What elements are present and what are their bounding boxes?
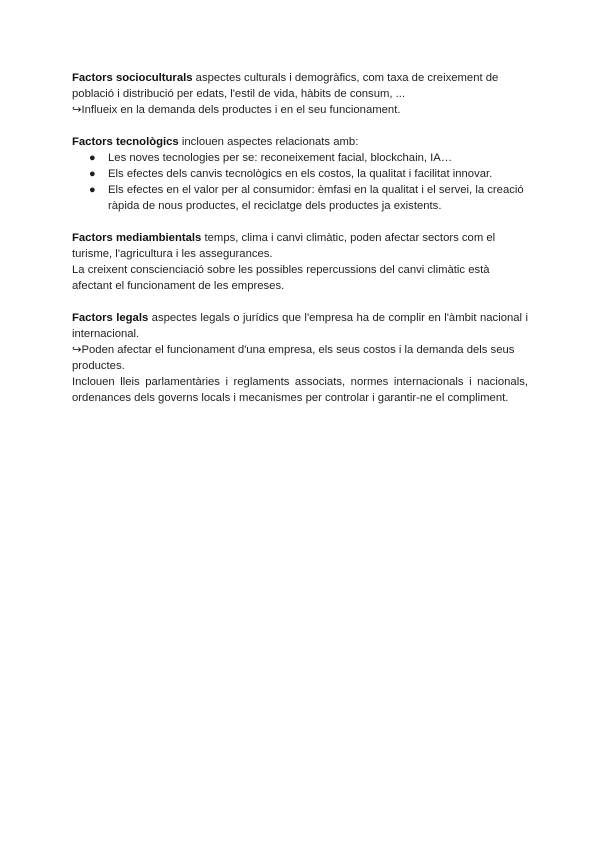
bullet-icon: ● <box>89 152 96 164</box>
paragraph-tecnologics <box>72 134 528 150</box>
section-legals <box>72 310 528 406</box>
text-mediambientals: temps, clima i canvi climàtic, poden afectar sectors com el turisme, l'agricultura i les assegurances. <box>72 232 496 260</box>
document-body <box>72 70 528 422</box>
paragraph-legals <box>72 310 528 342</box>
bullet-icon: ● <box>89 184 96 196</box>
note-socioculturals: ↪Influeix en la demanda dels productes i en el seu funcionament. <box>72 104 401 116</box>
heading-legals: Factors legals <box>72 312 149 324</box>
list-item-text: Els efectes en el valor per al consumidor: èmfasi en la qualitat i el servei, la creació ràpida de nous productes, el reciclatge dels productes ja existents. <box>108 184 524 212</box>
note-mediambientals: La creixent conscienciació sobre les possibles repercussions del canvi climàtic està afectant el funcionament de les empreses. <box>72 264 490 292</box>
text-socioculturals: aspectes culturals i demogràfics, com taxa de creixement de població i distribució per edats, l'estil de vida, hàbits de consum, ... <box>72 72 499 100</box>
paragraph-socioculturals <box>72 70 528 102</box>
paragraph-mediambientals <box>72 230 528 262</box>
detail-legals: Inclouen lleis parlamentàries i reglaments associats, normes internacionals i nacionals, ordenances dels governs locals i mecanismes per controlar i garantir-ne el compliment. <box>72 376 528 404</box>
bullet-icon: ● <box>89 168 96 180</box>
note-legals: ↪Poden afectar el funcionament d'una empresa, els seus costos i la demanda dels seus productes. <box>72 344 515 372</box>
list-item <box>89 166 528 182</box>
bullet-list-tecnologics <box>72 150 528 214</box>
list-item <box>89 150 528 166</box>
heading-socioculturals: Factors socioculturals <box>72 72 193 84</box>
text-tecnologics: inclouen aspectes relacionats amb: <box>178 136 359 148</box>
section-socioculturals <box>72 70 528 118</box>
list-item <box>89 182 528 214</box>
heading-tecnologics: Factors tecnològics <box>72 136 179 148</box>
list-item-text: Els efectes dels canvis tecnològics en els costos, la qualitat i facilitat innovar. <box>108 168 493 180</box>
list-item-text: Les noves tecnologies per se: reconeixement facial, blockchain, IA… <box>108 152 453 164</box>
section-tecnologics <box>72 134 528 214</box>
section-mediambientals <box>72 230 528 294</box>
text-legals: aspectes legals o jurídics que l'empresa ha de complir en l'àmbit nacional i internacional. <box>72 312 528 340</box>
heading-mediambientals: Factors mediambientals <box>72 232 202 244</box>
